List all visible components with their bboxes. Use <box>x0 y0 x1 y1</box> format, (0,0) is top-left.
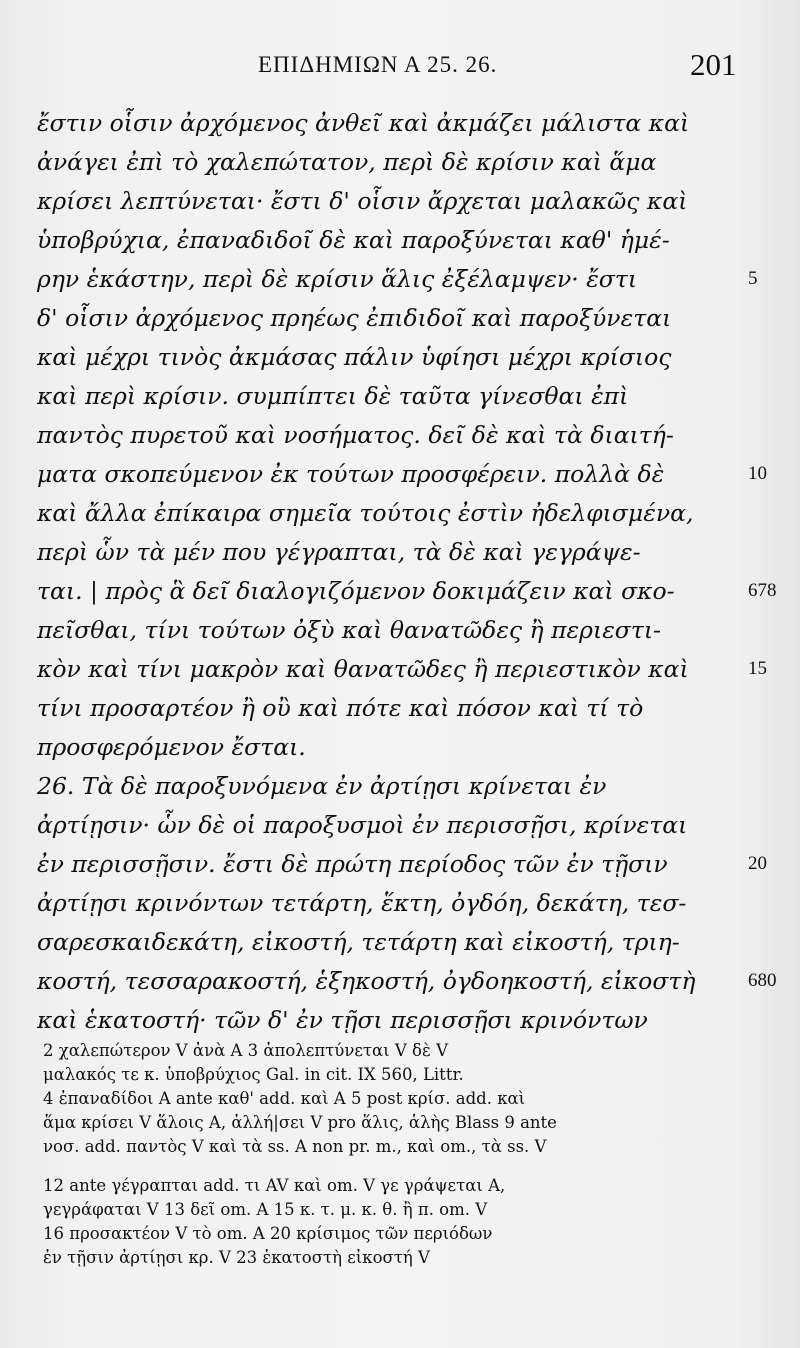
text-line: κρίσει λεπτύνεται· ἔστι δ' οἷσιν ἄρχεται μαλακῶς καὶ <box>37 187 688 215</box>
text-line: ἔστιν οἷσιν ἀρχόμενος ἀνθεῖ καὶ ἀκμάζει μάλιστα καὶ <box>37 109 690 137</box>
text-line: ἀρτίῃσι κρινόντων τετάρτη, ἕκτη, ὀγδόη, δεκάτη, τεσ- <box>37 889 687 917</box>
margin-line-number: 20 <box>748 853 767 874</box>
text-line: προσφερόμενον ἔσται. <box>37 733 306 761</box>
text-line: κοστή, τεσσαρακοστή, ἑξηκοστή, ὀγδοηκοστή, εἰκοστὴ <box>37 967 696 995</box>
text-line: ρην ἑκάστην, περὶ δὲ κρίσιν ἅλις ἐξέλαμψεν· ἔστι <box>37 265 638 293</box>
apparatus-line: 12 ante γέγραπται add. τι AV καὶ om. V γε γράψεται A, <box>43 1176 506 1195</box>
page-header <box>0 47 800 92</box>
text-line: περὶ ὧν τὰ μέν που γέγραπται, τὰ δὲ καὶ γεγράψε- <box>37 538 641 566</box>
text-line: σαρεσκαιδεκάτη, εἰκοστή, τετάρτη καὶ εἰκοστή, τριη- <box>37 928 680 956</box>
apparatus-line: νοσ. add. παντὸς V καὶ τὰ ss. A non pr. m., καὶ om., τὰ ss. V <box>43 1137 547 1156</box>
apparatus-line: ἐν τῇσιν ἀρτίῃσι κρ. V 23 ἑκατοστὴ εἰκοστή V <box>43 1248 430 1267</box>
text-line: τίνι προσαρτέον ἢ οὒ καὶ πότε καὶ πόσον καὶ τί τὸ <box>37 694 644 722</box>
margin-line-number: 15 <box>748 658 767 679</box>
text-line: ἀνάγει ἐπὶ τὸ χαλεπώτατον, περὶ δὲ κρίσιν καὶ ἅμα <box>37 148 657 176</box>
text-line: ὑποβρύχια, ἐπαναδιδοῖ δὲ καὶ παροξύνεται καθ' ἡμέ- <box>37 226 670 254</box>
margin-line-number: 10 <box>748 463 767 484</box>
apparatus-line: μαλακός τε κ. ὑποβρύχιος Gal. in cit. IX 560, Littr. <box>43 1065 464 1084</box>
margin-page-reference: 678 <box>748 580 777 601</box>
text-line: καὶ ἑκατοστή· τῶν δ' ἐν τῇσι περισσῇσι κρινόντων <box>37 1006 648 1034</box>
text-line: ται. | πρὸς ἃ δεῖ διαλογιζόμενον δοκιμάζειν καὶ σκο- <box>37 577 675 605</box>
running-title: ΕΠΙΔΗΜΙΩΝ Α 25. 26. <box>258 52 498 77</box>
text-line: ἀρτίῃσιν· ὧν δὲ οἱ παροξυσμοὶ ἐν περισσῇσι, κρίνεται <box>37 811 688 839</box>
text-line: καὶ περὶ κρίσιν. συμπίπτει δὲ ταῦτα γίνεσθαι ἐπὶ <box>37 382 629 410</box>
apparatus-line: γεγράφαται V 13 δεῖ om. A 15 κ. τ. μ. κ. θ. ἢ π. om. V <box>43 1200 488 1219</box>
text-line: ἐν περισσῇσιν. ἔστι δὲ πρώτη περίοδος τῶν ἐν τῇσιν <box>37 850 668 878</box>
apparatus-line: 4 ἐπαναδίδοι A ante καθ' add. καὶ A 5 post κρίσ. add. καὶ <box>43 1089 526 1108</box>
text-line: καὶ μέχρι τινὸς ἀκμάσας πάλιν ὑφίησι μέχρι κρίσιος <box>37 343 672 371</box>
apparatus-line: 2 χαλεπώτερον V ἀνὰ A 3 ἀπολεπτύνεται V δὲ V <box>43 1041 448 1060</box>
apparatus-line: 16 προσακτέον V τὸ om. A 20 κρίσιμος τῶν περιόδων <box>43 1224 493 1243</box>
text-line: καὶ ἄλλα ἐπίκαιρα σημεῖα τούτοις ἐστὶν ἠδελφισμένα, <box>37 499 694 527</box>
text-line: πεῖσθαι, τίνι τούτων ὀξὺ καὶ θανατῶδες ἢ περιεστι- <box>37 616 662 644</box>
text-line: παντὸς πυρετοῦ καὶ νοσήματος. δεῖ δὲ καὶ τὰ διαιτή- <box>37 421 674 449</box>
text-line: ματα σκοπεύμενον ἐκ τούτων προσφέρειν. πολλὰ δὲ <box>37 460 665 488</box>
text-line: κὸν καὶ τίνι μακρὸν καὶ θανατῶδες ἢ περιεστικὸν καὶ <box>37 655 689 683</box>
page-number: 201 <box>690 47 737 82</box>
margin-line-number: 5 <box>748 268 758 289</box>
margin-page-reference: 680 <box>748 970 777 991</box>
section-start-line: 26. Τὰ δὲ παροξυνόμενα ἐν ἀρτίῃσι κρίνεται ἐν <box>37 772 607 800</box>
apparatus-line: ἅμα κρίσει V ἅλοις A, ἀλλή|σει V pro ἅλις, ἁλὴς Blass 9 ante <box>43 1113 557 1132</box>
text-line: δ' οἷσιν ἀρχόμενος πρηέως ἐπιδιδοῖ καὶ παροξύνεται <box>37 304 672 332</box>
